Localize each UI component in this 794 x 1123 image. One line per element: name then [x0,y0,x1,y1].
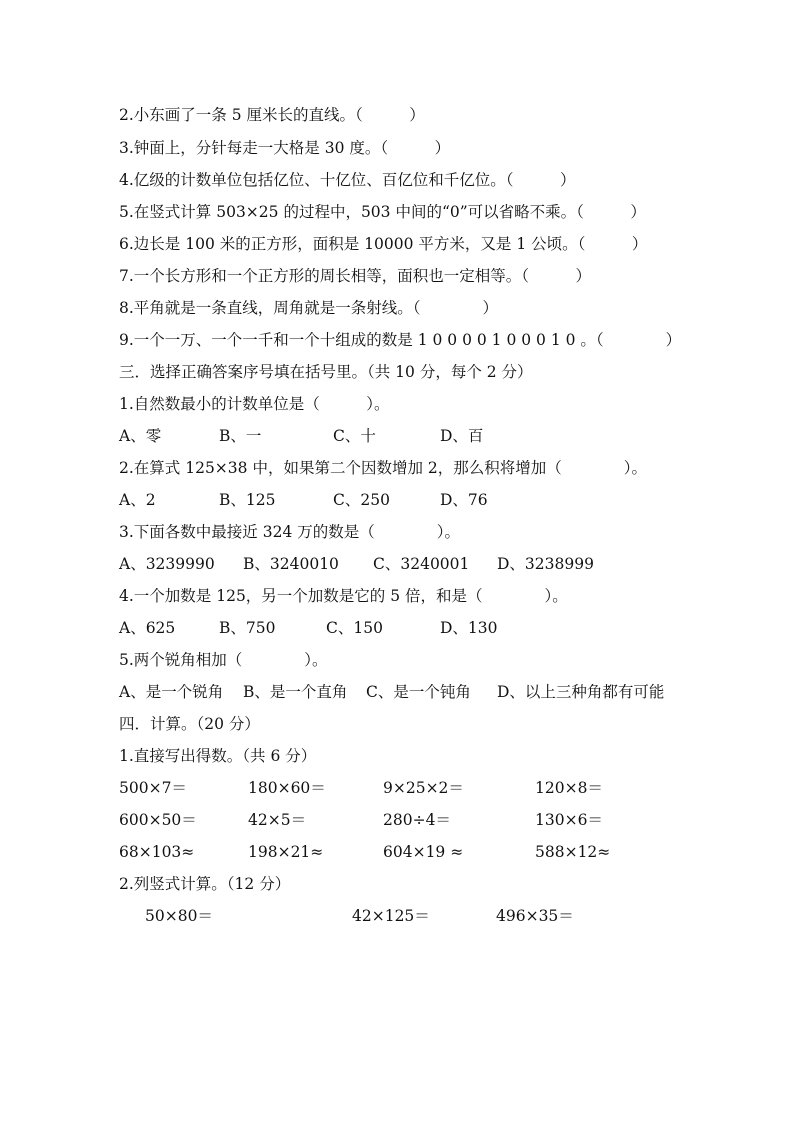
option-b: B、125 [219,491,276,509]
option-c: C、250 [333,491,390,509]
section-heading: 四．计算。（20 分） [119,715,260,733]
judge-item: 3.钟面上，分针每走一大格是 30 度。（ ） [119,139,451,157]
option-d: D、百 [440,427,484,445]
calc-item: 68×103≈ [119,843,195,861]
option-a: A、2 [119,491,156,509]
option-b: B、是一个直角 [243,683,348,701]
option-b: B、3240010 [243,555,339,573]
option-c: C、3240001 [373,555,470,573]
option-a: A、3239990 [119,555,215,573]
judge-item: 7.一个长方形和一个正方形的周长相等，面积也一定相等。（ ） [119,267,592,285]
option-a: A、是一个锐角 [119,683,224,701]
calc-item: 130×6＝ [535,811,603,829]
option-c: C、是一个钝角 [366,683,471,701]
option-d: D、130 [440,619,498,637]
question-stem: 5.两个锐角相加（ ）。 [119,651,328,669]
vertical-calc-item: 496×35＝ [496,907,574,925]
calc-item: 280÷4＝ [383,811,451,829]
question-stem: 1.自然数最小的计数单位是（ ）。 [119,395,390,413]
judge-item: 4.亿级的计数单位包括亿位、十亿位、百亿位和千亿位。（ ） [119,171,576,189]
vertical-calc-item: 50×80＝ [145,907,213,925]
calc-item: 500×7＝ [119,779,187,797]
question-stem: 4.一个加数是 125，另一个加数是它的 5 倍，和是（ ）。 [119,587,568,605]
calc-item: 9×25×2＝ [383,779,464,797]
calc-item: 604×19 ≈ [383,843,464,861]
option-b: B、750 [219,619,276,637]
calc-item: 42×5＝ [248,811,307,829]
question-stem: 2.在算式 125×38 中，如果第二个因数增加 2，那么积将增加（ ）。 [119,459,647,477]
option-c: C、十 [333,427,376,445]
judge-item: 6.边长是 100 米的正方形，面积是 10000 平方米，又是 1 公顷。（ ） [119,235,648,253]
calc-item: 600×50＝ [119,811,197,829]
judge-item: 5.在竖式计算 503×25 的过程中，503 中间的“0”可以省略不乘。（ ） [119,203,646,221]
calc-item: 180×60＝ [248,779,326,797]
calc-item: 198×21≈ [248,843,324,861]
option-c: C、150 [326,619,383,637]
option-b: B、一 [219,427,262,445]
question-stem: 3.下面各数中最接近 324 万的数是（ ）。 [119,523,460,541]
judge-item: 2.小东画了一条 5 厘米长的直线。（ ） [119,106,425,124]
subsection-heading: 2.列竖式计算。（12 分） [119,875,291,893]
section-heading: 三．选择正确答案序号填在括号里。（共 10 分，每个 2 分） [119,363,533,381]
option-d: D、3238999 [497,555,594,573]
option-a: A、625 [119,619,176,637]
subsection-heading: 1.直接写出得数。（共 6 分） [119,747,317,765]
judge-item: 9.一个一万、一个一千和一个十组成的数是 1 0 0 0 0 1 0 0 0 1 0 。（ ） [119,331,682,349]
vertical-calc-item: 42×125＝ [352,907,430,925]
calc-item: 120×8＝ [535,779,603,797]
option-d: D、以上三种角都有可能 [497,683,665,701]
option-a: A、零 [119,427,162,445]
calc-item: 588×12≈ [535,843,611,861]
option-d: D、76 [440,491,488,509]
judge-item: 8.平角就是一条直线，周角就是一条射线。（ ） [119,299,499,317]
